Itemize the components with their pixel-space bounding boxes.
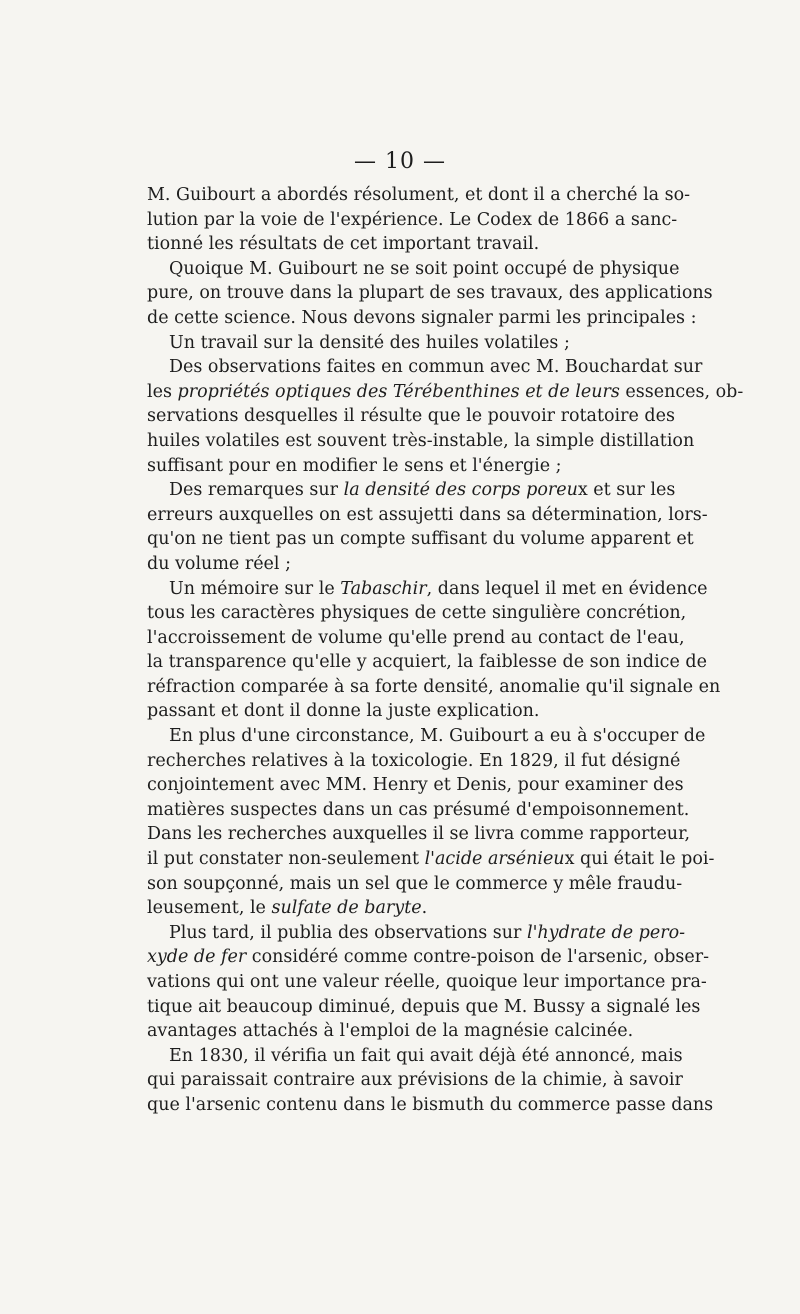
text-line: suffisant pour en modifier le sens et l'énergie ; bbox=[147, 455, 562, 476]
text-line: que l'arsenic contenu dans le bismuth du commerce passe dans bbox=[147, 1094, 714, 1115]
text-line: En 1830, il vérifia un fait qui avait déjà été annoncé, mais bbox=[169, 1045, 683, 1066]
text-line: du volume réel ; bbox=[147, 553, 291, 574]
text-line: vations qui ont une valeur réelle, quoique leur importance pra- bbox=[147, 972, 707, 992]
text-line: Des remarques sur la densité des corps poreux et sur les bbox=[169, 480, 676, 501]
text-line: son soupçonné, mais un sel que le commerce y mêle fraudu- bbox=[147, 873, 683, 894]
text-line: la transparence qu'elle y acquiert, la faiblesse de son indice de bbox=[147, 652, 707, 673]
text-line: Dans les recherches auxquelles il se livra comme rapporteur, bbox=[147, 824, 691, 845]
text-line: de cette science. Nous devons signaler parmi les principales : bbox=[147, 307, 697, 328]
text-line: recherches relatives à la toxicologie. En 1829, il fut désigné bbox=[147, 750, 681, 771]
text-line: qu'on ne tient pas un compte suffisant du volume apparent et bbox=[147, 529, 694, 550]
text-line: il put constater non-seulement l'acide arsénieux qui était le poi- bbox=[147, 849, 715, 870]
text-line: tionné les résultats de cet important travail. bbox=[147, 234, 540, 255]
text-line: servations desquelles il résulte que le pouvoir rotatoire des bbox=[147, 406, 675, 427]
text-line: huiles volatiles est souvent très-instable, la simple distillation bbox=[147, 430, 695, 451]
text-line: les propriétés optiques des Térébenthines et de leurs essences, ob- bbox=[147, 381, 744, 402]
text-line: leusement, le sulfate de baryte. bbox=[147, 898, 428, 919]
text-line: pure, on trouve dans la plupart de ses travaux, des applications bbox=[147, 283, 713, 304]
text-line: M. Guibourt a abordés résolument, et dont il a cherché la so- bbox=[147, 185, 691, 205]
text-line: erreurs auxquelles on est assujetti dans sa détermination, lors- bbox=[147, 504, 708, 525]
page-number: — 10 — bbox=[354, 149, 446, 174]
text-line: Un mémoire sur le Tabaschir, dans lequel il met en évidence bbox=[169, 578, 708, 599]
text-line: passant et dont il donne la juste explication. bbox=[147, 701, 540, 722]
text-line: lution par la voie de l'expérience. Le Codex de 1866 a sanc- bbox=[147, 209, 678, 230]
text-line: conjointement avec MM. Henry et Denis, pour examiner des bbox=[147, 775, 684, 796]
text-line: tique ait beaucoup diminué, depuis que M. Bussy a signalé les bbox=[147, 996, 701, 1017]
text-line: Des observations faites en commun avec M. Bouchardat sur bbox=[169, 357, 703, 378]
text-line: qui paraissait contraire aux prévisions de la chimie, à savoir bbox=[147, 1070, 683, 1091]
text-line: l'accroissement de volume qu'elle prend au contact de l'eau, bbox=[147, 627, 685, 648]
text-line: tous les caractères physiques de cette singulière concrétion, bbox=[147, 603, 687, 624]
text-line: Quoique M. Guibourt ne se soit point occupé de physique bbox=[169, 258, 680, 279]
text-line: Un travail sur la densité des huiles volatiles ; bbox=[169, 332, 570, 353]
body-text bbox=[147, 183, 744, 1118]
text-line: avantages attachés à l'emploi de la magnésie calcinée. bbox=[147, 1021, 634, 1042]
text-line: réfraction comparée à sa forte densité, anomalie qu'il signale en bbox=[147, 676, 721, 697]
text-line: xyde de fer considéré comme contre-poison de l'arsenic, obser- bbox=[147, 947, 710, 968]
text-line: Plus tard, il publia des observations sur l'hydrate de pero- bbox=[169, 922, 686, 943]
text-line: En plus d'une circonstance, M. Guibourt a eu à s'occuper de bbox=[169, 726, 706, 747]
text-line: matières suspectes dans un cas présumé d'empoisonnement. bbox=[147, 799, 690, 820]
